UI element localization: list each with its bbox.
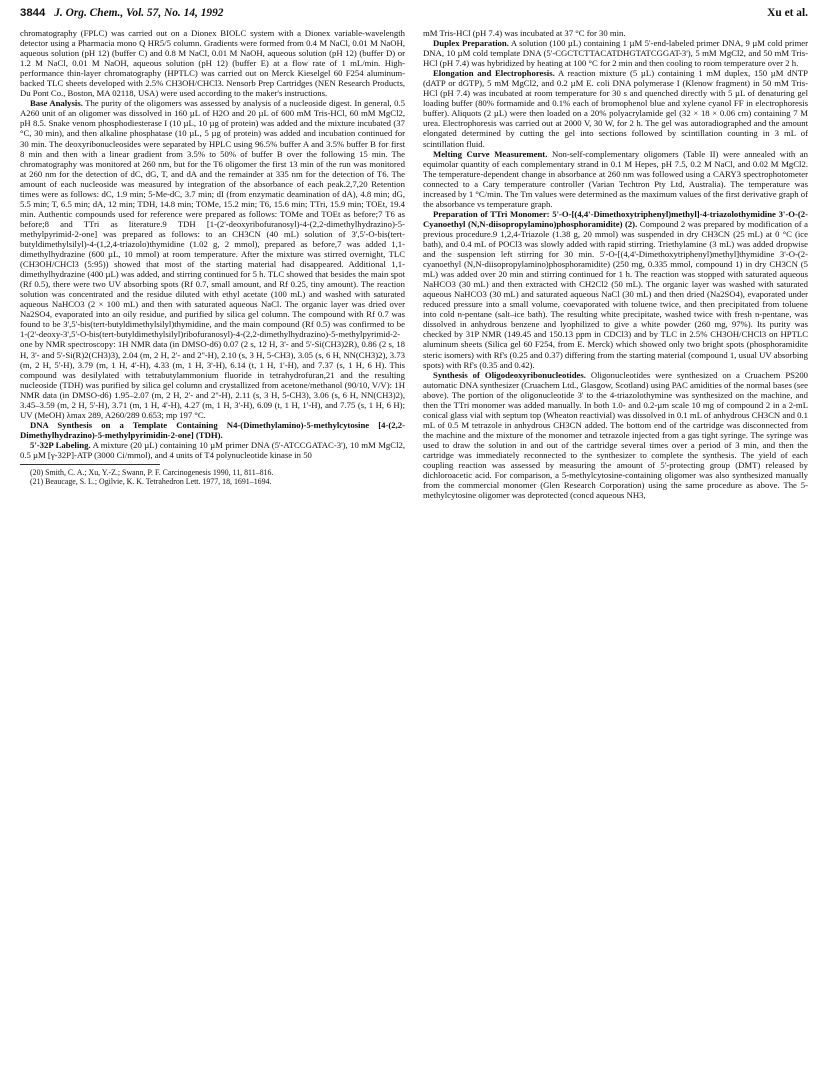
preparation-paragraph <box>423 209 808 370</box>
dna-synthesis-heading: DNA Synthesis on a Template Containing N4-(Dimethylamino)-5-methylcytosine [4-(2,2-Dimethylhydrazino)-5-methylpyrimidin-2-one] (TDH). <box>20 419 405 440</box>
elongation-body: A reaction mixture (5 µL) containing 1 mM duplex, 150 µM dNTP (dATP or dGTP), 5 mM MgCl2, and 0.2 µM E. coli DNA polymerase I (Klenow fragment) in 50 mM Tris-HCl (pH 7.4) was incubated at room temperature for 30 s and quenched directly with 5 µL of denaturing gel loading buffer (80% formamide and 0.1% each of bromophenol blue and xylene cyanol FF in electrophoresis buffer). Aliquots (2 µL) were then loaded on a 20% polyacrylamide gel (32 × 18 × 0.06 cm) containing 7 M urea. Electrophoresis was carried out at 2000 V, 30 W, for 2 h. The gel was autoradiographed and the amount elongated determined by cutting the gel into sections followed by scintillation counting in 3 mL of scintillation fluid. <box>423 68 808 149</box>
labeling-body: A mixture (20 µL) containing 10 µM primer DNA (5'-ATCCGATAC-3'), 10 mM MgCl2, 0.5 µM [γ-32P]-ATP (3000 Ci/mmol), and 4 units of T4 polynucleotide kinase in 50 <box>20 439 405 460</box>
preparation-body: Compound 2 was prepared by modification of a previous procedure.9 1,2,4-Triazole (1.38 g, 20 mmol) was suspended in dry CH3CN (25 mL) at 0 °C (ice bath), and 0.4 mL of POCl3 was slowly added with rapid stirring. Triethylamine (3 mL) was added dropwise and the suspension left stirring for 30 min. 5'-O-[(4,4'-Dimethoxytriphenyl)methyl]thymidine 3'-O-(2-cyanoethyl (N,N-diisopropylamino)phosphoramidite) (250 mg, 0.335 mmol, compound 1) in dry CH3CN (5 mL) was added over 20 min and stirring continued for 1 h. The reaction was stopped with saturated aqueous NaHCO3 (30 mL) and then extracted with CH2Cl2 (50 mL). The organic layer was washed with saturated aqueous NaHCO3 (30 mL) and saturated aqueous NaCl (30 mL) and then dried (Na2SO4), evaporated under reduced pressure into a small volume, coevaporated with toluene twice, and then precipitated from toluene into cold n-pentane (salt–ice bath). The resulting white precipitate, washed twice with fresh n-pentane, was dissolved in anhydrous benzene and lyophilized to give a white powder (260 mg, 97%). Its purity was checked by 31P NMR (149.45 and 150.13 ppm in CDCl3) and by TLC in 2.5% CH3OH/CHCl3 on HPTLC aluminum sheets (Silica gel 60 F254, from E. Merck) which showed only two bright spots (phosphoramidite steric isomers) with Rf's (0.25 and 0.37) differing from the starting material (compound 1, usual UV absorbing spots) with Rf's (0.35 and 0.42). <box>423 218 808 370</box>
synthesis-body: Oligonucleotides were synthesized on a Cruachem PS200 automatic DNA synthesizer (Cruachem Ltd., Glasgow, Scotland) using PAC amidities of the normal bases (see above). The portion of the oligonucleotide 3' to the 4-triazolothymine was synthesized on the machine, and then the TTri monomer was added manually. In both 1.0- and 0.2-µm scale 10 mg of compound 2 in a 2-mL conical glass vial with septum top (Wheaton reactivial) was dissolved in 0.1 mL of anhydrous CH3CN and 0.1 mL of 0.5 M tetrazole in anhydrous CH3CN added. The bottom end of the cartridge was disconnected from the machine and the mixture of the monomer and tetrazole injected from a gas tight syringe. The syringe was used to draw the solution in and out of the cartridge several times over a period of 3 min, and then the cartridge was immediately reconnected to the synthesizer to complete the synthesis. The yield of each coupling reaction was assessed by measuring the amount of 5'-protecting group (DMT) released by dichloroacetic acid. For comparison, a 5-methylcytosine-containing oligomer was also synthesized manually from the commercial monomer (Glen Research Corporation) using the same procedure as above. The 5-methylcytosine oligomer was deprotected (concd aqueous NH3, <box>423 369 808 501</box>
preparation-heading: Preparation of TTri Monomer: 5'-O-[(4,4'-Dimethoxytriphenyl)methyl]-4-triazolothymidine 3'-O-(2-Cyanoethyl (N,N-diisopropylamino)phosphoramidite) (2). <box>423 208 808 229</box>
synthesis-paragraph <box>423 370 808 501</box>
right-column <box>423 28 808 1066</box>
labeling-continuation: mM Tris-HCl (pH 7.4) was incubated at 37 °C for 30 min. <box>423 28 626 38</box>
journal-citation: J. Org. Chem., Vol. 57, No. 14, 1992 <box>54 7 224 19</box>
melting-heading: Melting Curve Measurement. <box>433 148 548 159</box>
melting-paragraph <box>423 149 808 209</box>
running-authors: Xu et al. <box>767 7 808 19</box>
intro-paragraph: chromatography (FPLC) was carried out on a Dionex BIOLC system with a Dionex variable-wavelength detector using a Pharmacia mono Q HR5/5 column. Gradients were formed from 0.4 M NaCl, 0.01 M NaOH, aqueous solution (pH 12) (buffer C) and 0.8 M NaCl, 0.01 M NaOH, aqueous solution (pH 12) (buffer D) or 1.2 M NaCl, 0.01 M NaOH, aqueous solution (pH 12) (buffer E) at a flow rate of 1 mL/min. High-performance thin-layer chromatography (HPTLC) was carried out on Merck Kieselgel 60 F254 aluminum-backed TLC sheets developed with 2.5% CH3OH/CHCl3. Nensorb Prep Cartridges (NEN Research Products, Du Pont Co., Boston, MA 02118, USA) were used according to the maker's instructions. <box>20 28 405 99</box>
duplex-body: A solution (100 µL) containing 1 µM 5'-end-labeled primer DNA, 9 µM cold primer DNA, 10 µM cold template DNA (5'-CGCTCTTACATDHGTATCGGAT-3'), 5 mM MgCl2, and 50 mM Tris-HCl (pH 7.4) was hybridized by heating at 100 °C for 2 min and then cooling to room temperature over 2 h. <box>423 38 808 69</box>
footnote-rule <box>20 464 160 465</box>
left-column <box>20 28 405 1066</box>
page-header <box>20 7 808 29</box>
duplex-paragraph <box>423 38 808 68</box>
labeling-paragraph <box>20 440 405 460</box>
base-analysis-body: The purity of the oligomers was assessed by analysis of a nucleoside digest. In general, 0.5 A260 unit of an oligomer was dissolved in 160 µL of H2O and 20 µL of 600 mM Tris-HCl, 60 mM MgCl2, pH 8.5. Snake venom phosphodiesterase I (10 µL, 10 µg of protein) was added and the mixture incubated (37 °C, 30 min), and then alkaline phosphatase (10 µL, 5 µg of protein) was added and incubation continued for 30 min. The deoxyribonucleosides were separated by HPLC using 96.5% buffer A and 3.5% buffer B for first 8 min and then with a linear gradient from 3.5% to 50% of buffer B over the following 15 min. The chromatography was monitored at 260 nm, but for the T6 oligomer the first 13 min of the run was monitored at 260 nm for the detection of dC, dG, T, and dA and the remainder at 335 nm for the detection of T6. The amount of each nucleoside was measured by integration of the absorbance of each peak.2,7,20 Retention times were as follows: dC, 1.9 min; 5-Me-dC, 3.7 min; dI (from enzymatic deamination of dA), 4.8 min; dG, 5.5 min; T, 6.5 min; dA, 12 min; TDH, 14.8 min; TOMe, 15.2 min; T6, 15.6 min; TTri, 15.9 min; TOEt, 19.4 min. Authentic compounds used for reference were prepared as follows: TOMe and TOEt as before;7 T6 as before;8 and TTri as literature.9 TDH [1-(2'-deoxyribofuranosyl)-4-(2,2-dimethylhydrazino)-5-methylpyrimid-2-one] was prepared as follows: to an CH3CN (40 mL) solution of 3',5'-O-bis(tert-butyldimethylsilyl)-4-(1,2,4-triazolo)thymidine (1.02 g, 2 mmol), prepared as before,7 was added 1,1-dimethylhydrazine (600 µL, 10 mmol) at room temperature. After the mixture was stirred overnight, TLC (CH3OH/CHCl3 (5:95)) showed that most of the starting material had disappeared. Additional 1,1-dimethylhydrazine (400 µL) was added, and stirring continued for 5 h. TLC showed that besides the main spot (Rf 0.5), there were two UV absorbing spots (Rf 0.7, small amount, and Rf 0.25, tiny amount). The reaction solution was concentrated and the residue diluted with ethyl acetate (100 mL) and washed with saturated aqueous NaHCO3 (2 × 100 mL) and then with saturated aqueous NaCl. The organic layer was dried over Na2SO4, evaporated into an oily residue, and purified by silica gel column. The compound with Rf 0.7 was found to be 3',5'-bis(tert-butyldimethylsilyl)thymidine, and the main compound (Rf 0.5) was confirmed to be 1-(2'-deoxy-3',5'-O-bis(tert-butyldimethylsilyl)ribofuranosyl)-4-(2,2-dimethylhydrazino)-5-methylpyrimid-2-one by NMR spectroscopy: 1H NMR data (in DMSO-d6) 0.07 (2 s, 12 H, 3'- and 5'-Si(CH3)2R), 0.86 (2 s, 18 H, 3'- and 5'-Si(R)2(CH3)3), 2.04 (m, 2 H, 2'- and 2''-H), 2.10 (s, 3 H, 5-CH3), 3.05 (s, 6 H, NN(CH3)2), 3.73 (m, 2 H, 5'-H), 3.79 (m, 1 H, 4'-H), 4.33 (m, 1 H, 3'-H), 6.14 (t, 1 H, 1'-H), and 7.37 (s, 1 H, 6 H). This compound was desilylated with tetrabutylammonium fluoride in tetrahydrofuran,21 and the resulting nucleoside (TDH) was purified by silica gel column and crystallized from acetone/methanol (90/10, V/V): 1H NMR data (in DMSO-d6) 1.95–2.07 (m, 2 H, 2'- and 2''-H), 2.11 (s, 3 H, 5-CH3), 3.06 (s, 6 H, NN(CH3)2), 3.45–3.59 (m, 2 H, 5'-H), 3.71 (m, 1 H, 4'-H), 4.27 (m, 1 H, 3'-H), 6.09 (t, 1 H, 1'-H), and 7.75 (s, 1 H, 6 H); UV (MeOH) λmax 289, A260/289 0.653; mp 197 °C. <box>20 98 405 420</box>
melting-body: Non-self-complementary oligomers (Table II) were annealed with an equimolar quantity of each complementary strand in 0.1 M Hepes, pH 7.5, 0.2 M NaCl, and 0.02 M MgCl2. The temperature-dependent change in absorbance at 260 nm was followed using a CARY3 spectrophotometer connected to a Cary temperature controller (Varian Techtron Pty Ltd, Australia). The temperature was increased by 1 °C/min. The Tm values were determined as the maximum values of the first derivative graph of the absorbance vs temperature graph. <box>423 148 808 209</box>
duplex-heading: Duplex Preparation. <box>433 38 509 49</box>
elongation-paragraph <box>423 68 808 148</box>
base-analysis-heading: Base Analysis. <box>30 98 83 109</box>
page-number: 3844 <box>20 7 46 19</box>
reference-21: (21) Beaucage, S. L.; Ogilvie, K. K. Tetrahedron Lett. 1977, 18, 1691–1694. <box>30 477 272 487</box>
labeling-heading: 5'-32P Labeling. <box>30 439 91 450</box>
references <box>20 468 405 487</box>
elongation-heading: Elongation and Electrophoresis. <box>433 68 555 79</box>
synthesis-heading: Synthesis of Oligodeoxyribonucleotides. <box>433 369 586 380</box>
base-analysis-paragraph <box>20 98 405 420</box>
reference-20: (20) Smith, C. A.; Xu, Y.-Z.; Swann, P. F. Carcinogenesis 1990, 11, 811–816. <box>30 468 274 478</box>
